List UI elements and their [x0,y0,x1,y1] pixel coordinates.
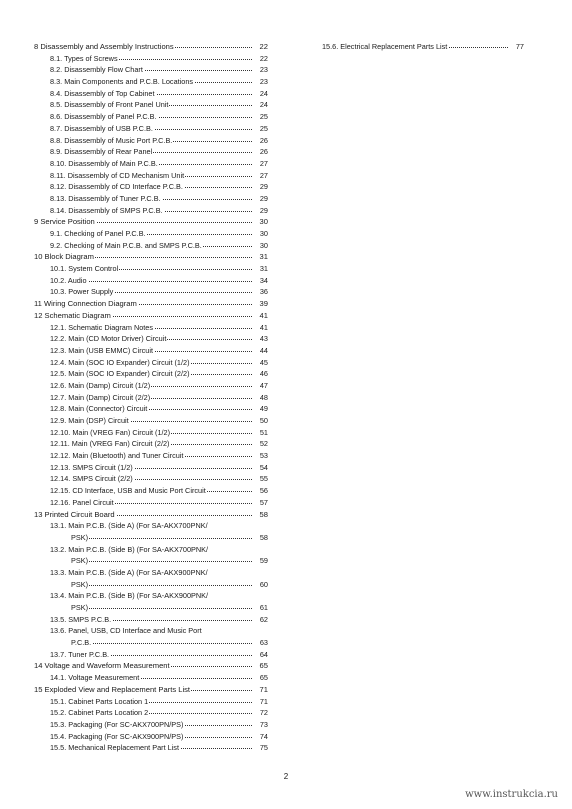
toc-entry-page: 30 [259,229,268,238]
toc-entry-title: 8.4. Disassembly of Top Cabinet [50,88,155,98]
toc-entry-title: PSK) [71,532,89,542]
toc-entry-page: 55 [259,474,268,484]
toc-entry-title: 8.13. Disassembly of Tuner P.C.B. [50,193,161,203]
toc-entry-page: 49 [259,404,268,414]
toc-entry[interactable] [34,415,268,427]
toc-entry[interactable] [34,462,268,474]
toc-entry-page: 64 [259,649,268,659]
watermark: www.instrukcia.ru [465,789,558,800]
toc-entry-title: 12.3. Main (USB EMMC) Circuit [50,345,153,355]
toc-entry-page: 27 [259,158,268,168]
toc-entry-page: 23 [259,77,268,87]
toc-entry[interactable] [34,216,268,228]
toc-entry-title: 15.4. Packaging (For SC-AKX900PN/PS) [50,731,184,741]
toc-entry-page: 30 [259,240,268,250]
toc-entry-title: P.C.B. [71,638,92,648]
toc-entry-title: 13.1. Main P.C.B. (Side A) (For SA-AKX700PNK/ [50,521,208,531]
toc-entry-page: 22 [259,53,268,63]
toc-entry-title: 12.1. Schematic Diagram Notes [50,322,154,332]
toc-entry[interactable] [34,286,268,298]
toc-entry-page: 26 [259,147,268,157]
toc-entry[interactable] [34,228,268,240]
dot-leader [71,561,252,562]
toc-entry-title: 8.14. Disassembly of SMPS P.C.B. [50,205,163,215]
toc-entry-page: 29 [259,182,268,192]
toc-entry-page: 65 [259,661,268,671]
toc-entry[interactable] [34,205,268,217]
toc-entry-title: 12.6. Main (Damp) Circuit (1/2) [50,380,151,390]
toc-entry-page: 71 [259,696,268,706]
toc-entry-page: 27 [259,170,268,180]
toc-entry[interactable] [34,380,268,392]
toc-entry-title: 8.7. Disassembly of USB P.C.B. [50,123,153,133]
dot-leader [71,608,252,609]
toc-left-column [34,41,268,754]
toc-entry[interactable] [34,251,268,263]
toc-entry-page: 61 [259,603,268,612]
toc-entry-title: 12.10. Main (VREG Fan) Circuit (1/2) [50,427,171,437]
toc-entry-title: 8.3. Main Components and P.C.B. Locations [50,77,194,87]
toc-entry[interactable] [34,590,268,602]
dot-leader [71,643,252,644]
toc-entry-title: 13.6. Panel, USB, CD Interface and Music Port [50,626,202,636]
toc-entry[interactable] [34,275,268,287]
toc-entry[interactable] [34,392,268,404]
toc-entry-page: 71 [259,684,268,694]
toc-entry-title: 15.6. Electrical Replacement Parts List [322,42,448,51]
toc-entry[interactable] [34,625,268,637]
toc-entry-page: 30 [259,217,268,227]
toc-entry[interactable] [34,497,268,509]
toc-entry[interactable] [34,719,268,731]
toc-entry-page: 41 [259,322,268,332]
toc-entry-page: 43 [259,334,268,344]
toc-entry[interactable] [34,403,268,415]
toc-entry-page: 36 [259,287,268,297]
toc-entry-title: 9.1. Checking of Panel P.C.B. [50,229,146,238]
toc-entry[interactable] [34,602,268,614]
toc-entry-title: 10.1. System Control [50,264,119,274]
toc-entry-page: 73 [259,719,268,729]
toc-entry-title: 13.4. Main P.C.B. (Side B) (For SA-AKX900PNK/ [50,591,209,601]
toc-entry-page: 52 [259,439,268,449]
toc-entry[interactable] [34,532,268,544]
toc-entry-title: 12.14. SMPS Circuit (2/2) [50,474,133,484]
toc-entry[interactable] [306,41,524,53]
toc-entry[interactable] [34,707,268,719]
toc-entry-title: 8.1. Types of Screws [50,53,118,63]
toc-entry-title: 12.5. Main (SOC IO Expander) Circuit (2/2) [50,369,190,379]
toc-entry-title: 8.12. Disassembly of CD Interface P.C.B. [50,182,183,192]
toc-entry-page: 60 [259,579,268,589]
toc-entry-title: 10.2. Audio [50,275,87,285]
toc-entry-title: 12.7. Main (Damp) Circuit (2/2) [50,392,151,402]
toc-entry[interactable] [34,135,268,147]
toc-entry-page: 53 [259,451,268,461]
toc-entry-page: 48 [259,392,268,402]
toc-entry-page: 56 [259,486,268,496]
toc-entry-title: 15.1. Cabinet Parts Location 1 [50,696,149,706]
toc-entry[interactable] [34,438,268,450]
toc-entry[interactable] [34,111,268,123]
toc-entry-page: 47 [259,380,268,390]
toc-entry[interactable] [34,181,268,193]
toc-entry[interactable] [34,41,268,53]
toc-entry-title: 15.5. Mechanical Replacement Part List [50,743,179,753]
toc-entry-title: 12.16. Panel Circuit [50,497,114,507]
toc-entry-title: 10 Block Diagram [34,252,94,262]
toc-entry-title: 14 Voltage and Waveform Measurement [34,661,170,671]
toc-entry-title: 8.9. Disassembly of Rear Panel [50,147,153,157]
dot-leader [71,585,252,586]
toc-entry-title: 13.2. Main P.C.B. (Side B) (For SA-AKX700PNK/ [50,544,209,554]
toc-entry-page: 31 [259,252,268,262]
toc-entry-page: 44 [259,345,268,355]
toc-entry-title: 12.13. SMPS Circuit (1/2) [50,462,133,472]
page-number: 2 [283,772,289,781]
toc-entry-title: PSK) [71,603,89,612]
toc-entry-title: 13.7. Tuner P.C.B. [50,649,110,659]
toc-entry-page: 29 [259,193,268,203]
toc-entry-page: 58 [259,532,268,542]
toc-entry[interactable] [34,684,268,696]
toc-entry-page: 46 [259,369,268,379]
toc-entry[interactable] [34,696,268,708]
toc-entry[interactable] [34,76,268,88]
toc-entry-page: 31 [259,264,268,274]
toc-entry-title: 8.2. Disassembly Flow Chart [50,65,143,75]
toc-entry-page: 51 [259,427,268,437]
toc-entry[interactable] [34,357,268,369]
toc-entry[interactable] [34,660,268,672]
toc-entry[interactable] [34,672,268,684]
toc-entry-page: 24 [259,88,268,98]
toc-entry-title: 15 Exploded View and Replacement Parts List [34,684,191,694]
toc-entry-title: 12.12. Main (Bluetooth) and Tuner Circuit [50,451,184,461]
toc-entry-title: 12.9. Main (DSP) Circuit [50,416,129,425]
toc-entry-title: 12.8. Main (Connector) Circuit [50,404,148,414]
dot-leader [71,538,252,539]
toc-entry-title: 9 Service Position [34,217,95,227]
toc-entry-title: 8.8. Disassembly of Music Port P.C.B. [50,135,173,145]
toc-entry-page: 22 [259,42,268,51]
toc-entry[interactable] [34,322,268,334]
toc-entry-page: 57 [259,497,268,507]
toc-entry[interactable] [34,485,268,497]
toc-entry[interactable] [34,509,268,521]
toc-entry[interactable] [34,473,268,485]
toc-entry-title: 8 Disassembly and Assembly Instructions [34,42,174,51]
toc-entry[interactable] [34,158,268,170]
toc-entry-page: 50 [259,416,268,425]
toc-entry-title: 8.11. Disassembly of CD Mechanism Unit [50,170,185,180]
toc-entry[interactable] [34,614,268,626]
toc-entry[interactable] [34,146,268,158]
toc-entry-title: 8.5. Disassembly of Front Panel Unit [50,100,169,110]
toc-entry[interactable] [34,240,268,252]
toc-entry[interactable] [34,555,268,567]
toc-entry[interactable] [34,99,268,111]
toc-entry-title: 9.2. Checking of Main P.C.B. and SMPS P.C.B. [50,240,202,250]
toc-entry-title: 12.11. Main (VREG Fan) Circuit (2/2) [50,439,170,449]
toc-entry[interactable] [34,193,268,205]
toc-entry-page: 23 [259,65,268,75]
toc-entry-page: 54 [259,462,268,472]
toc-entry-title: 13 Printed Circuit Board [34,509,115,519]
toc-entry-page: 41 [259,310,268,320]
toc-entry-page: 59 [259,556,268,566]
toc-entry[interactable] [34,368,268,380]
toc-entry-title: 15.3. Packaging (For SC-AKX700PN/PS) [50,719,184,729]
toc-entry-page: 75 [259,743,268,753]
toc-entry-page: 25 [259,123,268,133]
toc-entry[interactable] [34,450,268,462]
toc-entry[interactable] [34,263,268,275]
toc-entry[interactable] [34,544,268,556]
toc-entry[interactable] [34,53,268,65]
toc-entry-title: PSK) [71,556,89,566]
toc-entry[interactable] [34,170,268,182]
toc-entry[interactable] [34,520,268,532]
toc-entry-page: 72 [259,708,268,718]
toc-entry-page: 45 [259,357,268,367]
toc-entry[interactable] [34,333,268,345]
toc-right-column [306,41,524,53]
toc-entry[interactable] [34,88,268,100]
toc-entry-page: 58 [259,509,268,519]
toc-entry-page: 25 [259,112,268,122]
toc-entry-page: 74 [259,731,268,741]
toc-entry[interactable] [34,427,268,439]
toc-entry-title: 12.15. CD Interface, USB and Music Port Circuit [50,486,206,496]
toc-entry-title: 11 Wiring Connection Diagram [34,299,137,309]
toc-entry-page: 34 [259,275,268,285]
toc-entry-title: PSK) [71,579,89,589]
toc-entry[interactable] [34,567,268,579]
toc-entry-title: 8.10. Disassembly of Main P.C.B. [50,158,158,168]
toc-entry[interactable] [34,579,268,591]
toc-entry[interactable] [34,649,268,661]
toc-entry-title: 10.3. Power Supply [50,287,114,297]
toc-entry-title: 8.6. Disassembly of Panel P.C.B. [50,112,157,122]
toc-entry[interactable] [34,64,268,76]
toc-entry[interactable] [34,345,268,357]
toc-entry-page: 63 [259,638,268,648]
toc-entry[interactable] [34,310,268,322]
toc-entry[interactable] [34,731,268,743]
toc-entry-title: 13.3. Main P.C.B. (Side A) (For SA-AKX900PNK/ [50,567,208,577]
toc-entry-page: 39 [259,299,268,309]
toc-entry-page: 24 [259,100,268,110]
toc-entry-page: 65 [259,673,268,683]
toc-entry[interactable] [34,637,268,649]
toc-entry-page: 77 [515,42,524,51]
toc-entry-page: 62 [259,614,268,624]
toc-entry-title: 15.2. Cabinet Parts Location 2 [50,708,149,718]
toc-entry[interactable] [34,742,268,754]
toc-entry-page: 29 [259,205,268,215]
toc-entry[interactable] [34,123,268,135]
toc-entry-title: 12 Schematic Diagram [34,310,111,320]
toc-entry[interactable] [34,298,268,310]
toc-entry-title: 12.4. Main (SOC IO Expander) Circuit (1/2) [50,357,190,367]
toc-entry-title: 14.1. Voltage Measurement [50,673,140,683]
toc-entry-page: 26 [259,135,268,145]
toc-entry-title: 13.5. SMPS P.C.B. [50,614,112,624]
toc-entry-title: 12.2. Main (CD Motor Driver) Circuit [50,334,167,344]
